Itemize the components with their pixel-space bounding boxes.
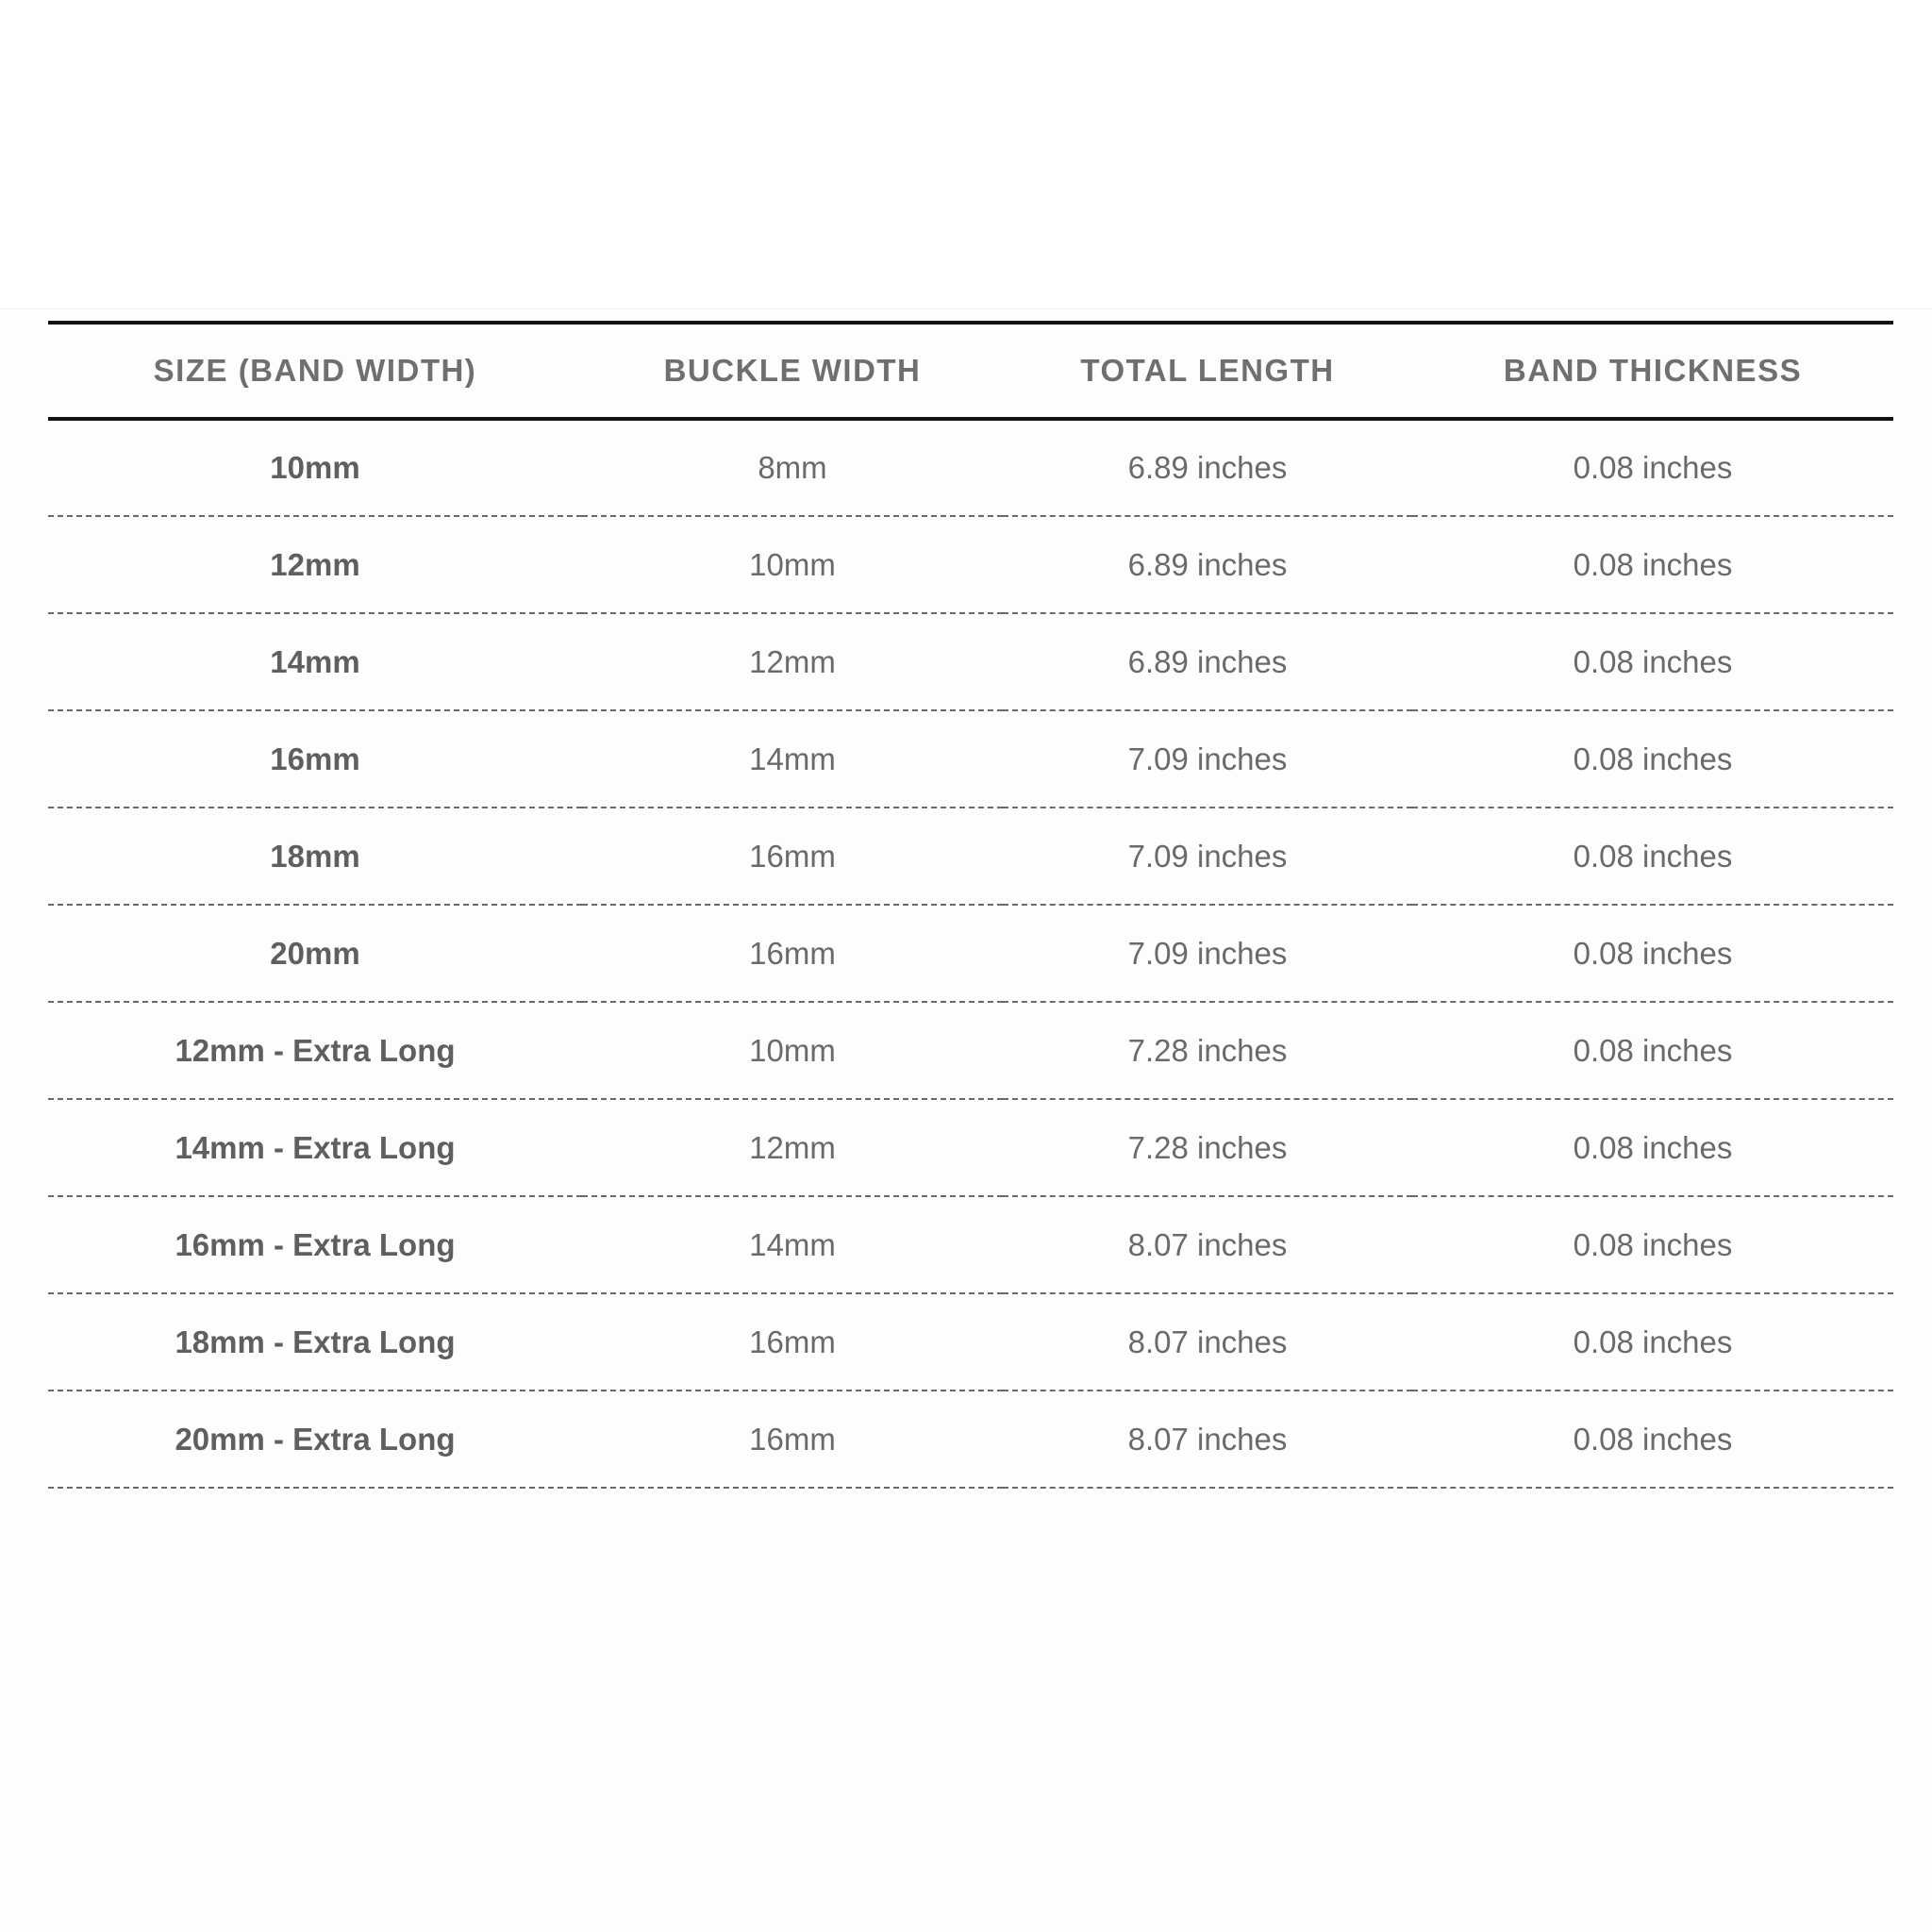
table-row	[48, 808, 1893, 905]
buckle-width-cell: 10mm	[582, 516, 1003, 613]
total-length-cell: 7.09 inches	[1003, 905, 1412, 1002]
buckle-width-cell: 16mm	[582, 1391, 1003, 1488]
size-cell: 14mm - Extra Long	[48, 1099, 582, 1196]
table-row	[48, 1391, 1893, 1488]
size-chart-table	[48, 321, 1893, 1489]
size-cell: 12mm	[48, 516, 582, 613]
total-length-cell: 6.89 inches	[1003, 516, 1412, 613]
table-row	[48, 1196, 1893, 1293]
size-cell: 12mm - Extra Long	[48, 1002, 582, 1099]
band-thickness-cell: 0.08 inches	[1412, 905, 1893, 1002]
total-length-cell: 8.07 inches	[1003, 1391, 1412, 1488]
total-length-cell: 7.28 inches	[1003, 1002, 1412, 1099]
size-cell: 20mm - Extra Long	[48, 1391, 582, 1488]
total-length-cell: 8.07 inches	[1003, 1293, 1412, 1391]
band-thickness-cell: 0.08 inches	[1412, 710, 1893, 808]
size-cell: 16mm - Extra Long	[48, 1196, 582, 1293]
buckle-width-cell: 14mm	[582, 710, 1003, 808]
band-thickness-cell: 0.08 inches	[1412, 1196, 1893, 1293]
size-cell: 20mm	[48, 905, 582, 1002]
band-thickness-cell: 0.08 inches	[1412, 808, 1893, 905]
buckle-width-cell: 8mm	[582, 419, 1003, 516]
buckle-width-cell: 14mm	[582, 1196, 1003, 1293]
total-length-cell: 7.09 inches	[1003, 808, 1412, 905]
header-row	[48, 323, 1893, 419]
size-cell: 18mm	[48, 808, 582, 905]
buckle-width-cell: 16mm	[582, 808, 1003, 905]
size-cell: 16mm	[48, 710, 582, 808]
table-row	[48, 1293, 1893, 1391]
table-row	[48, 613, 1893, 710]
column-header-buckle-width: BUCKLE WIDTH	[582, 323, 1003, 419]
table-row	[48, 1099, 1893, 1196]
buckle-width-cell: 16mm	[582, 905, 1003, 1002]
buckle-width-cell: 12mm	[582, 1099, 1003, 1196]
table-body	[48, 419, 1893, 1488]
band-thickness-cell: 0.08 inches	[1412, 419, 1893, 516]
column-header-total-length: TOTAL LENGTH	[1003, 323, 1412, 419]
total-length-cell: 8.07 inches	[1003, 1196, 1412, 1293]
band-thickness-cell: 0.08 inches	[1412, 1293, 1893, 1391]
band-thickness-cell: 0.08 inches	[1412, 1391, 1893, 1488]
column-header-size: SIZE (BAND WIDTH)	[48, 323, 582, 419]
table-row	[48, 710, 1893, 808]
band-thickness-cell: 0.08 inches	[1412, 516, 1893, 613]
size-cell: 14mm	[48, 613, 582, 710]
top-blank-area	[0, 0, 1932, 309]
size-cell: 10mm	[48, 419, 582, 516]
table-row	[48, 1002, 1893, 1099]
table-header	[48, 323, 1893, 419]
table-row	[48, 419, 1893, 516]
total-length-cell: 7.09 inches	[1003, 710, 1412, 808]
table-row	[48, 516, 1893, 613]
column-header-band-thickness: BAND THICKNESS	[1412, 323, 1893, 419]
total-length-cell: 7.28 inches	[1003, 1099, 1412, 1196]
table-row	[48, 905, 1893, 1002]
band-thickness-cell: 0.08 inches	[1412, 1099, 1893, 1196]
total-length-cell: 6.89 inches	[1003, 419, 1412, 516]
buckle-width-cell: 16mm	[582, 1293, 1003, 1391]
total-length-cell: 6.89 inches	[1003, 613, 1412, 710]
size-cell: 18mm - Extra Long	[48, 1293, 582, 1391]
band-thickness-cell: 0.08 inches	[1412, 613, 1893, 710]
band-thickness-cell: 0.08 inches	[1412, 1002, 1893, 1099]
buckle-width-cell: 12mm	[582, 613, 1003, 710]
buckle-width-cell: 10mm	[582, 1002, 1003, 1099]
